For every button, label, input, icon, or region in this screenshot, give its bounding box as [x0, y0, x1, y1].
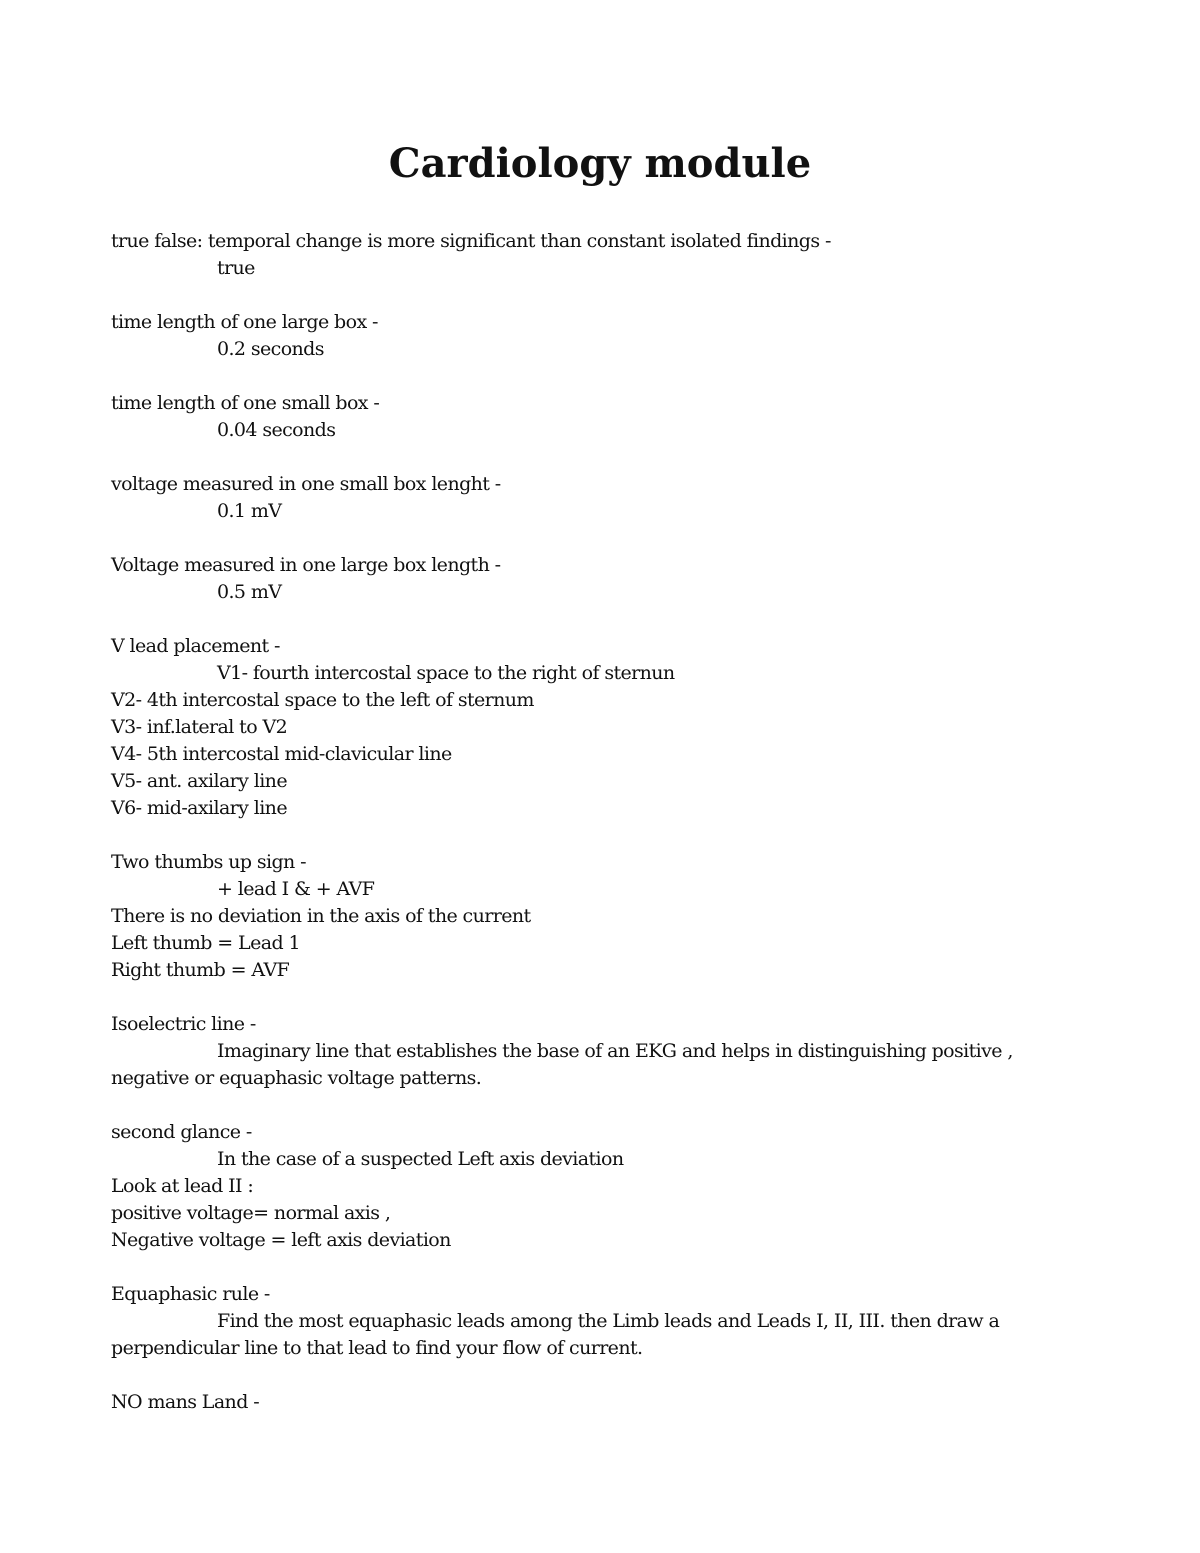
- note-answer: + lead I & + AVF: [217, 878, 375, 900]
- note-answer: Imaginary line that establishes the base of an EKG and helps in distinguishing positive , negative or equaphasic voltage patterns.: [111, 1040, 1013, 1089]
- note-two-thumbs-up: [111, 849, 1071, 984]
- note-question: Equaphasic rule -: [111, 1283, 270, 1305]
- note-large-box-time: [111, 309, 1071, 363]
- note-detail-line: There is no deviation in the axis of the current: [111, 905, 531, 927]
- note-small-box-voltage: [111, 471, 1071, 525]
- note-detail-line: V3- inf.lateral to V2: [111, 716, 288, 738]
- note-detail-line: Right thumb = AVF: [111, 959, 290, 981]
- note-answer: 0.04 seconds: [217, 419, 336, 441]
- note-question: Isoelectric line -: [111, 1013, 256, 1035]
- note-question: true false: temporal change is more significant than constant isolated findings -: [111, 230, 831, 252]
- note-question: second glance -: [111, 1121, 252, 1143]
- note-question: Two thumbs up sign -: [111, 851, 306, 873]
- note-true-false: [111, 228, 1071, 282]
- note-detail-line: V6- mid-axilary line: [111, 797, 287, 819]
- note-small-box-time: [111, 390, 1071, 444]
- note-detail-line: V5- ant. axilary line: [111, 770, 287, 792]
- note-equaphasic-rule: [111, 1281, 1071, 1362]
- note-question: Voltage measured in one large box length -: [111, 554, 501, 576]
- note-isoelectric-line: [111, 1011, 1071, 1092]
- note-question: time length of one large box -: [111, 311, 378, 333]
- note-answer: 0.1 mV: [217, 500, 282, 522]
- note-detail-line: Negative voltage = left axis deviation: [111, 1229, 451, 1251]
- document-title: Cardiology module: [388, 140, 812, 187]
- note-detail-line: V4- 5th intercostal mid-clavicular line: [111, 743, 452, 765]
- note-detail-line: positive voltage= normal axis ,: [111, 1202, 391, 1224]
- note-answer: 0.2 seconds: [217, 338, 324, 360]
- note-large-box-voltage: [111, 552, 1071, 606]
- document-body: [111, 228, 1071, 1443]
- note-answer: V1- fourth intercostal space to the right of sternun: [217, 662, 675, 684]
- note-question: voltage measured in one small box lenght -: [111, 473, 501, 495]
- note-detail-line: Left thumb = Lead 1: [111, 932, 300, 954]
- note-answer: In the case of a suspected Left axis deviation: [217, 1148, 624, 1170]
- note-question: time length of one small box -: [111, 392, 380, 414]
- note-question: NO mans Land -: [111, 1391, 260, 1413]
- note-answer: Find the most equaphasic leads among the Limb leads and Leads I, II, III. then draw a perpendicular line to that lead to find your flow of current.: [111, 1310, 1000, 1359]
- note-answer: true: [217, 257, 255, 279]
- note-question: V lead placement -: [111, 635, 280, 657]
- note-detail-line: V2- 4th intercostal space to the left of sternum: [111, 689, 534, 711]
- note-second-glance: [111, 1119, 1071, 1254]
- note-detail-line: Look at lead II :: [111, 1175, 254, 1197]
- note-no-mans-land: [111, 1389, 1071, 1416]
- note-answer: 0.5 mV: [217, 581, 282, 603]
- note-v-lead-placement: [111, 633, 1071, 822]
